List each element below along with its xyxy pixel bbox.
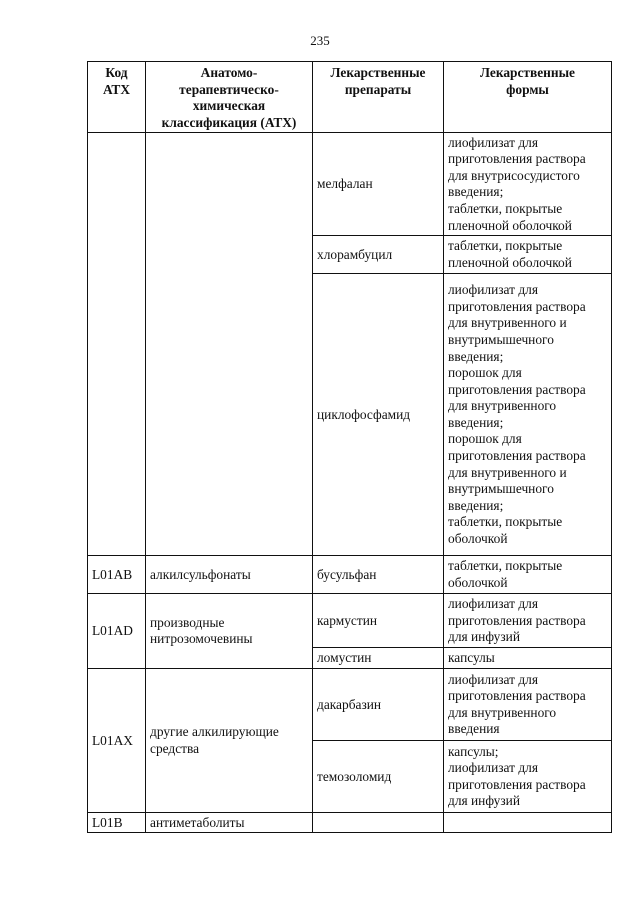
code-cell-empty (88, 133, 146, 556)
form-cell: лиофилизат для приготовления раствора для внутривенного введения (444, 669, 612, 741)
drug-cell: кармустин (313, 594, 444, 648)
form-cell: капсулы (444, 648, 612, 669)
form-cell-empty (444, 813, 612, 833)
drug-cell: ломустин (313, 648, 444, 669)
atx-drug-table (87, 61, 612, 833)
form-cell: лиофилизат для приготовления раствора для внутривенного и внутримышечного введения; порошок для приготовления раствора для внутривенного введения; порошок для приготовления раствора для внутривенного и внутримышечного введения; таблетки, покрытые оболочкой (444, 274, 612, 556)
form-cell: таблетки, покрытые пленочной оболочкой (444, 236, 612, 274)
header-forms: Лекарственные формы (444, 62, 612, 133)
drug-cell: дакарбазин (313, 669, 444, 741)
class-cell: алкилсульфонаты (146, 556, 313, 594)
table-row (88, 813, 612, 833)
drug-cell: мелфалан (313, 133, 444, 236)
table-row (88, 669, 612, 741)
class-cell: другие алкилирующие средства (146, 669, 313, 813)
drug-cell: бусульфан (313, 556, 444, 594)
header-code: Код АТХ (88, 62, 146, 133)
code-cell: L01AD (88, 594, 146, 669)
table-row (88, 133, 612, 236)
class-cell-empty (146, 133, 313, 556)
page-number: 235 (310, 33, 330, 48)
class-cell: производные нитрозомочевины (146, 594, 313, 669)
form-cell: таблетки, покрытые оболочкой (444, 556, 612, 594)
code-cell: L01B (88, 813, 146, 833)
form-cell: лиофилизат для приготовления раствора для инфузий (444, 594, 612, 648)
table-header-row (88, 62, 612, 133)
class-cell: антиметаболиты (146, 813, 313, 833)
code-cell: L01AB (88, 556, 146, 594)
table-row (88, 594, 612, 648)
drug-cell: хлорамбуцил (313, 236, 444, 274)
form-cell: капсулы; лиофилизат для приготовления раствора для инфузий (444, 741, 612, 813)
form-cell: лиофилизат для приготовления раствора для внутрисосудистого введения; таблетки, покрытые пленочной оболочкой (444, 133, 612, 236)
drug-cell-empty (313, 813, 444, 833)
header-classification: Анатомо- терапевтическо- химическая классификация (АТХ) (146, 62, 313, 133)
header-drugs: Лекарственные препараты (313, 62, 444, 133)
code-cell: L01AX (88, 669, 146, 813)
drug-cell: темозоломид (313, 741, 444, 813)
drug-cell: циклофосфамид (313, 274, 444, 556)
table-row (88, 556, 612, 594)
